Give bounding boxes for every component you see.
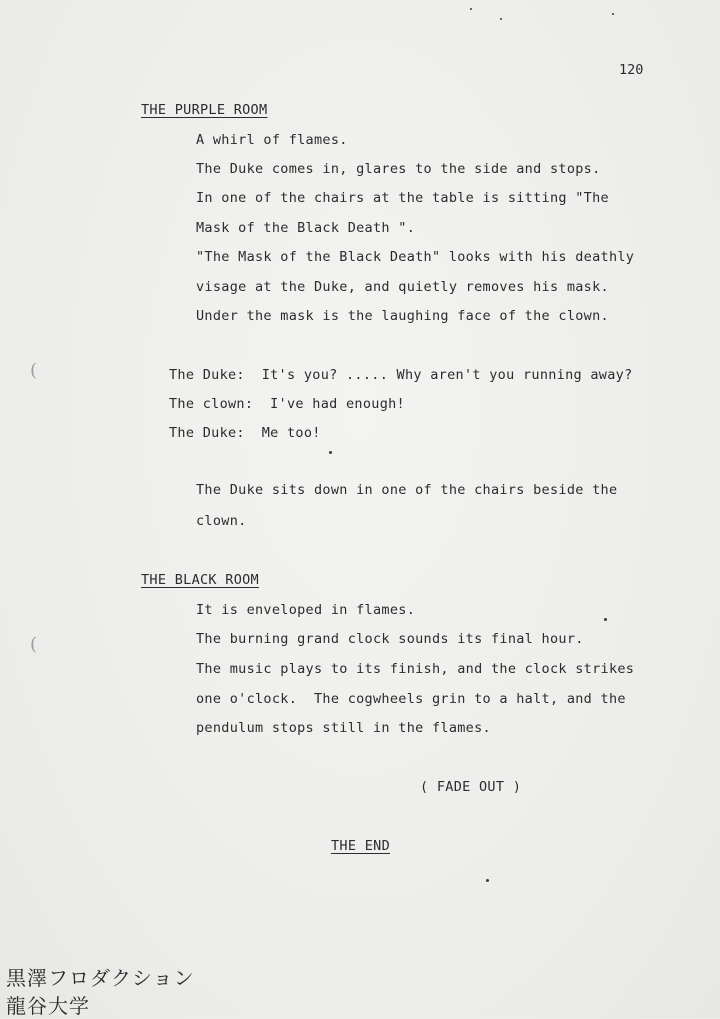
watermark-line-2: 龍谷大学 [6, 994, 90, 1018]
ink-speck [500, 18, 502, 20]
action-line: "The Mask of the Black Death" looks with his deathly [196, 249, 635, 265]
ink-speck [486, 879, 489, 882]
margin-paren-mark: ( [30, 634, 38, 655]
action-line: one o'clock. The cogwheels grin to a halt, and the [196, 691, 626, 707]
action-line: Under the mask is the laughing face of the clown. [196, 308, 609, 324]
margin-paren-mark: ( [30, 360, 38, 381]
action-line: pendulum stops still in the flames. [196, 720, 491, 736]
scene-heading-purple-room: THE PURPLE ROOM [141, 102, 268, 118]
ink-speck [470, 8, 472, 10]
dialogue-line: The clown: I've had enough! [169, 396, 405, 412]
dialogue-line: The Duke: It's you? ..... Why aren't you running away? [169, 367, 633, 383]
watermark-line-1: 黒澤フロダクション [6, 966, 195, 990]
scene-heading-black-room: THE BLACK ROOM [141, 572, 259, 588]
action-line: A whirl of flames. [196, 132, 348, 148]
ink-speck [612, 13, 614, 15]
the-end-title: THE END [331, 838, 390, 854]
action-line: The Duke comes in, glares to the side and stops. [196, 161, 601, 177]
page-number: 120 [619, 62, 644, 78]
ink-speck [329, 451, 332, 454]
action-line: Mask of the Black Death ". [196, 220, 416, 236]
action-line: In one of the chairs at the table is sitting "The [196, 190, 609, 206]
action-line: The music plays to its finish, and the clock strikes [196, 661, 635, 677]
action-line: visage at the Duke, and quietly removes his mask. [196, 279, 609, 295]
ink-speck [604, 618, 607, 621]
action-line: The burning grand clock sounds its final hour. [196, 631, 584, 647]
transition-fade-out: ( FADE OUT ) [420, 779, 522, 795]
action-line: clown. [196, 513, 247, 529]
action-line: It is enveloped in flames. [196, 602, 416, 618]
action-line: The Duke sits down in one of the chairs beside the [196, 482, 618, 498]
dialogue-line: The Duke: Me too! [169, 425, 321, 441]
